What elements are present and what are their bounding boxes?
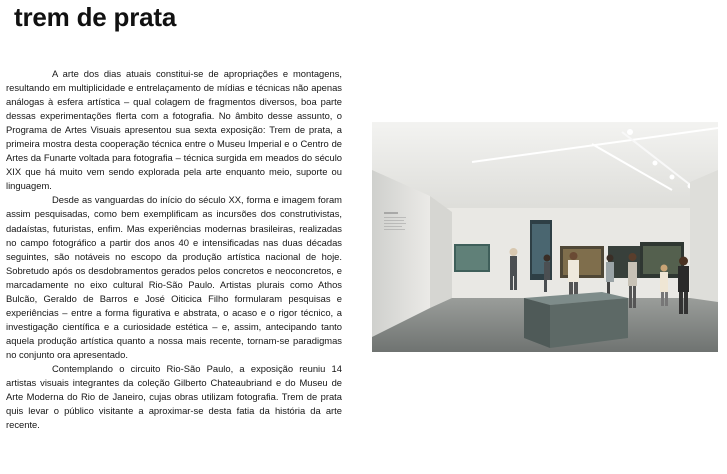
paragraph-3: Contemplando o circuito Rio-São Paulo, a exposição reuniu 14 artistas visuais integrantes da coleção Gilberto Chateaubriand e do Museu de Arte Moderna do Rio de Janeiro, cujas obras utilizam fotografia. Trem de prata quis levar o público visitante a aproximar-se desta fatia da história da arte recente. <box>6 362 342 431</box>
partition-wall <box>372 170 430 337</box>
paragraph-2: Desde as vanguardas do início do século XX, forma e imagem foram assim pesquisadas, como bem exemplificam as incursões dos construtivistas, dadaístas, futuristas, enfim. Mas experiências modernas brasileiras, realizadas no campo fotográfico a partir dos anos 40 e intensificadas nas duas décadas seguintes, são notáveis no escopo da produção artística nacional de hoje. Sobretudo após os desdobramentos gerados pelos concretos e neoconcretos, e marcadamente no eixo cultural Rio-São Paulo. Artistas plurais como Athos Bulcão, Geraldo de Barros e José Oiticica Filho formularam pesquisas e experiências – entre a forma figurativa e abstrata, o acaso e o rigor técnico, a investigação científica e a curiosidade estética – e, assim, antecipando tanto aquela produção artística quanto a nossa mais recente, tornam-se paradigmas no conjunto ora apresentado. <box>6 194 342 360</box>
paragraph-1: A arte dos dias atuais constitui-se de apropriações e montagens, resultando em multiplicidade e entrelaçamento de mídias e técnicas não apenas análogas à esfera artística – qual colagem de fragmentos diversos, boa parte dessas experimentações flerta com a fotografia. No âmbito desse assunto, o Programa de Artes Visuais apresentou sua sexta exposição: Trem de prata, a primeira mostra desta cooperação técnica entre o Museu Imperial e o Centro de Artes da Funarte voltada para fotografia – técnica surgida em meados do século XIX que há muito vem sendo explorada pela arte enquanto meio, suporte ou linguagem. <box>6 68 342 192</box>
gallery-scene <box>372 122 718 352</box>
article-body <box>6 67 342 432</box>
page-title: trem de prata <box>14 2 177 32</box>
exhibition-photo <box>372 122 718 352</box>
